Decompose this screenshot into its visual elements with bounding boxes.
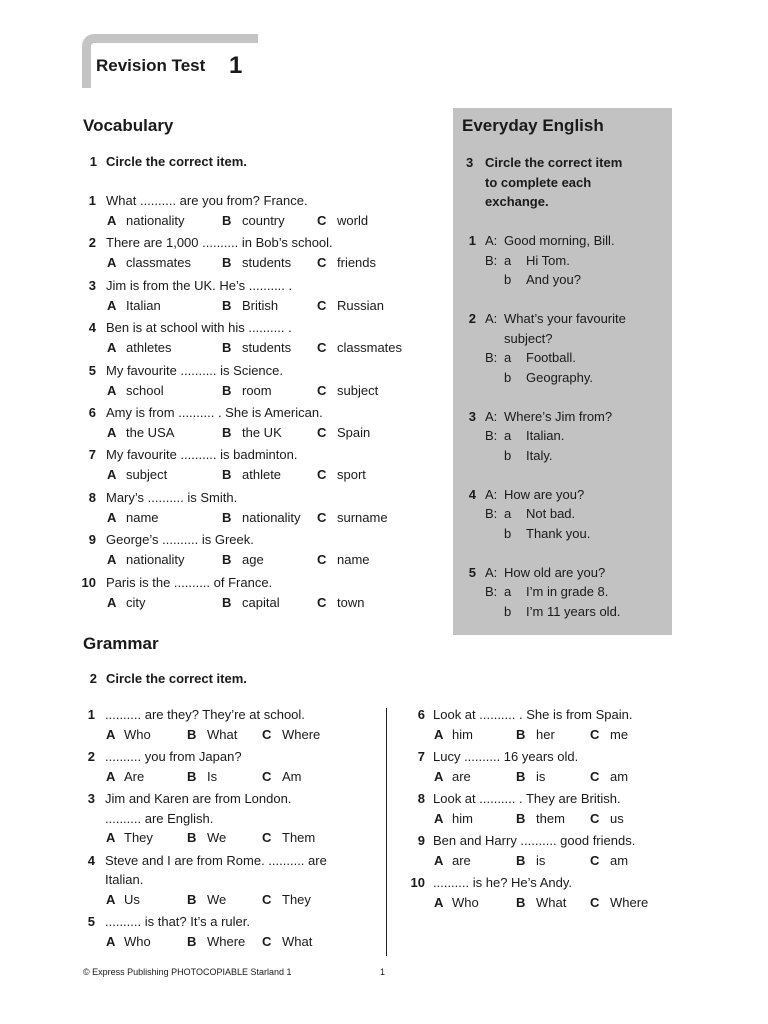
question-number: 2 — [87, 749, 95, 764]
option-c: am — [610, 768, 629, 784]
option-label-b: b — [504, 369, 512, 385]
option-c: me — [610, 726, 629, 742]
option-letter-b: B — [516, 726, 526, 742]
option-c: name — [337, 552, 370, 568]
option-label-a: a — [504, 350, 512, 365]
task-number: 2 — [89, 671, 97, 686]
option-c: us — [610, 810, 624, 826]
speaker-a-label: A: — [485, 233, 498, 248]
question-number: 8 — [417, 791, 425, 806]
option-letter-c: C — [262, 933, 272, 949]
option-letter-c: C — [317, 425, 327, 440]
task-instruction-line: Circle the correct item — [485, 155, 623, 170]
speaker-b-label: B: — [485, 350, 498, 365]
option-letter-a: A — [434, 810, 444, 826]
option-a: I’m in grade 8. — [526, 584, 609, 599]
option-c: subject — [337, 382, 379, 398]
option-letter-b: B — [516, 768, 526, 784]
option-b: Where — [207, 933, 246, 949]
option-a: athletes — [126, 340, 172, 356]
option-letter-a: A — [434, 726, 444, 742]
option-letter-a: A — [107, 509, 117, 525]
option-a: nationality — [126, 552, 185, 568]
speaker-b-label: B: — [485, 252, 498, 268]
option-letter-c: C — [317, 297, 327, 313]
question-text: .......... are they? They’re at school. — [105, 707, 305, 722]
question-text: Jim is from the UK. He’s .......... . — [106, 277, 293, 293]
option-a: name — [126, 509, 159, 525]
option-label-a: a — [504, 428, 512, 443]
option-b: her — [536, 726, 555, 742]
page-title-number: 1 — [229, 52, 243, 79]
footer-page-number: 1 — [380, 967, 386, 977]
question-number: 2 — [88, 235, 96, 251]
option-label-b: b — [504, 447, 512, 463]
question-text: .......... you from Japan? — [105, 749, 242, 764]
option-b: What — [207, 726, 238, 742]
grammar-heading: Grammar — [83, 634, 159, 653]
option-c: What — [282, 933, 313, 949]
question-number: 7 — [417, 749, 425, 764]
option-letter-a: A — [106, 933, 116, 949]
option-letter-c: C — [590, 894, 600, 910]
task-instruction-line: exchange. — [485, 194, 549, 209]
option-letter-c: C — [317, 340, 327, 356]
option-c: Am — [282, 768, 302, 784]
option-letter-b: B — [222, 425, 232, 440]
option-letter-c: C — [590, 726, 600, 742]
option-letter-a: A — [107, 467, 117, 483]
option-a: him — [452, 810, 473, 826]
option-a: Italian. — [526, 428, 565, 443]
question-text: .......... is he? He’s Andy. — [433, 875, 572, 890]
option-label-b: b — [504, 272, 512, 287]
option-b: country — [242, 213, 285, 228]
question-number: 3 — [87, 791, 95, 806]
option-letter-c: C — [262, 891, 272, 907]
question-number: 4 — [88, 320, 96, 336]
option-letter-a: A — [107, 255, 117, 271]
question-text: .......... are English. — [105, 810, 214, 826]
question-number: 9 — [88, 532, 96, 548]
option-c: Where — [282, 726, 321, 742]
option-letter-b: B — [187, 891, 197, 907]
everyday-task-number: 3 — [466, 155, 474, 170]
option-letter-b: B — [222, 509, 232, 525]
option-label-a: a — [504, 506, 512, 521]
option-a: Who — [124, 933, 151, 949]
option-b: Italy. — [526, 447, 553, 463]
speaker-b-label: B: — [485, 428, 498, 443]
speaker-a-line: Where’s Jim from? — [504, 408, 613, 424]
option-b: Thank you. — [526, 525, 591, 541]
question-number: 6 — [88, 405, 96, 420]
task-instruction: Circle the correct item. — [106, 154, 247, 169]
option-letter-b: B — [222, 594, 232, 610]
option-letter-c: C — [590, 768, 600, 784]
option-a: Football. — [526, 350, 576, 365]
exchange-number: 1 — [468, 233, 476, 248]
option-a: They — [124, 830, 153, 845]
question-number: 10 — [81, 574, 96, 590]
option-letter-a: A — [107, 552, 117, 568]
option-letter-a: A — [106, 891, 116, 907]
option-b: is — [536, 852, 546, 868]
question-number: 7 — [88, 447, 96, 463]
option-letter-c: C — [317, 552, 327, 568]
option-letter-c: C — [317, 509, 327, 525]
option-label-b: b — [504, 525, 512, 541]
option-letter-c: C — [317, 213, 327, 228]
question-text: Steve and I are from Rome. .......... are — [105, 852, 327, 868]
question-number: 9 — [417, 833, 425, 848]
option-letter-a: A — [106, 830, 116, 845]
option-letter-c: C — [317, 255, 327, 271]
question-number: 5 — [88, 362, 96, 378]
option-letter-b: B — [222, 552, 232, 568]
option-c: Where — [610, 894, 649, 910]
speaker-a-label: A: — [485, 564, 498, 580]
question-text: Italian. — [105, 872, 144, 887]
footer-copyright: © Express Publishing PHOTOCOPIABLE Starland 1 — [83, 967, 292, 977]
exchange-number: 3 — [468, 408, 476, 424]
option-a: Us — [124, 891, 140, 907]
option-a: Hi Tom. — [526, 252, 570, 268]
option-b: them — [536, 810, 565, 826]
option-letter-b: B — [516, 852, 526, 868]
exchange-number: 5 — [468, 564, 476, 580]
option-b: room — [242, 382, 272, 398]
option-letter-c: C — [317, 467, 327, 483]
option-letter-a: A — [107, 213, 117, 228]
speaker-a-line: subject? — [504, 330, 553, 346]
question-number: 4 — [87, 852, 95, 868]
exchange-number: 4 — [468, 486, 476, 502]
option-c: surname — [337, 509, 388, 525]
question-number: 3 — [88, 277, 96, 293]
option-letter-a: A — [106, 726, 116, 742]
question-text: George’s .......... is Greek. — [106, 532, 254, 548]
option-a: school — [126, 382, 164, 398]
option-letter-c: C — [262, 830, 272, 845]
option-letter-c: C — [262, 768, 272, 784]
question-text: Look at .......... . She is from Spain. — [433, 707, 633, 722]
option-a: Italian — [126, 297, 161, 313]
option-b: students — [242, 255, 292, 271]
question-text: My favourite .......... is badminton. — [106, 447, 298, 463]
speaker-a-label: A: — [485, 408, 498, 424]
option-c: Spain — [337, 425, 371, 440]
speaker-a-label: A: — [485, 311, 498, 326]
option-c: world — [337, 213, 369, 228]
option-b: Is — [207, 768, 218, 784]
option-label-a: a — [504, 252, 512, 268]
option-b: athlete — [242, 467, 282, 483]
option-a: are — [452, 852, 471, 868]
option-c: They — [282, 891, 311, 907]
question-text: Paris is the .......... of France. — [106, 574, 273, 590]
option-b: We — [207, 830, 227, 845]
question-text: My favourite .......... is Science. — [106, 362, 284, 378]
option-letter-a: A — [434, 852, 444, 868]
speaker-b-label: B: — [485, 506, 498, 521]
option-letter-c: C — [590, 810, 600, 826]
exchange-number: 2 — [468, 311, 476, 326]
task-number: 1 — [89, 154, 97, 169]
option-letter-a: A — [107, 382, 117, 398]
option-letter-b: B — [516, 894, 526, 910]
option-letter-a: A — [107, 297, 117, 313]
option-b: And you? — [526, 272, 581, 287]
question-number: 5 — [87, 914, 95, 929]
vocabulary-heading: Vocabulary — [83, 116, 174, 135]
speaker-a-line: How are you? — [504, 486, 585, 502]
option-b: Geography. — [526, 369, 593, 385]
option-c: friends — [337, 255, 377, 271]
speaker-a-line: What’s your favourite — [504, 311, 626, 326]
option-letter-b: B — [187, 768, 197, 784]
question-text: Ben is at school with his .......... . — [106, 320, 292, 336]
option-letter-c: C — [262, 726, 272, 742]
question-number: 1 — [87, 707, 95, 722]
question-text: Look at .......... . They are British. — [433, 791, 621, 806]
question-number: 1 — [88, 193, 96, 208]
question-number: 6 — [417, 707, 425, 722]
option-letter-b: B — [516, 810, 526, 826]
question-text: There are 1,000 .......... in Bob’s school. — [106, 235, 333, 251]
option-b: nationality — [242, 509, 301, 525]
speaker-b-label: B: — [485, 584, 498, 599]
option-letter-c: C — [317, 594, 327, 610]
option-b: capital — [242, 594, 280, 610]
option-b: is — [536, 768, 546, 784]
option-letter-b: B — [222, 297, 232, 313]
option-letter-b: B — [187, 726, 197, 742]
option-a: the USA — [126, 425, 175, 440]
option-letter-b: B — [222, 382, 232, 398]
option-c: am — [610, 852, 629, 868]
option-a: subject — [126, 467, 168, 483]
option-letter-a: A — [107, 425, 117, 440]
question-number: 10 — [410, 875, 425, 890]
option-a: Not bad. — [526, 506, 576, 521]
option-c: Them — [282, 830, 316, 845]
option-a: Who — [452, 894, 479, 910]
option-letter-b: B — [222, 213, 232, 228]
speaker-a-line: How old are you? — [504, 564, 606, 580]
option-letter-a: A — [107, 594, 117, 610]
option-label-a: a — [504, 584, 512, 599]
speaker-a-line: Good morning, Bill. — [504, 233, 615, 248]
question-text: .......... is that? It’s a ruler. — [105, 914, 250, 929]
option-letter-a: A — [106, 768, 116, 784]
question-text: Amy is from .......... . She is American. — [106, 405, 323, 420]
option-letter-b: B — [187, 830, 197, 845]
option-letter-b: B — [222, 340, 232, 356]
option-letter-b: B — [222, 467, 232, 483]
option-a: Are — [124, 768, 145, 784]
question-text: Lucy .......... 16 years old. — [433, 749, 579, 764]
option-a: nationality — [126, 213, 185, 228]
option-a: are — [452, 768, 471, 784]
option-b: age — [242, 552, 264, 568]
option-letter-b: B — [222, 255, 232, 271]
column-divider — [386, 708, 387, 956]
task-instruction-line: to complete each — [485, 174, 592, 190]
question-text: Jim and Karen are from London. — [105, 791, 292, 806]
option-letter-b: B — [187, 933, 197, 949]
option-c: sport — [337, 467, 366, 483]
question-text: Ben and Harry .......... good friends. — [433, 833, 636, 848]
option-b: students — [242, 340, 292, 356]
everyday-english-heading: Everyday English — [462, 116, 604, 135]
option-b: British — [242, 297, 279, 313]
option-a: Who — [124, 726, 151, 742]
task-instruction: Circle the correct item. — [106, 671, 247, 686]
option-letter-a: A — [434, 768, 444, 784]
option-a: city — [126, 594, 146, 610]
option-c: town — [337, 594, 365, 610]
option-b: the UK — [242, 425, 282, 440]
page-title: Revision Test — [96, 56, 206, 75]
option-b: We — [207, 891, 227, 907]
option-label-b: b — [504, 603, 512, 619]
option-letter-c: C — [317, 382, 327, 398]
option-letter-c: C — [590, 852, 600, 868]
option-a: classmates — [126, 255, 192, 271]
option-letter-a: A — [107, 340, 117, 356]
option-c: Russian — [337, 297, 384, 313]
question-number: 8 — [88, 489, 96, 505]
question-text: What .......... are you from? France. — [106, 193, 308, 208]
question-text: Mary’s .......... is Smith. — [106, 489, 238, 505]
option-letter-a: A — [434, 894, 444, 910]
speaker-a-label: A: — [485, 486, 498, 502]
option-b: What — [536, 894, 567, 910]
option-c: classmates — [337, 340, 403, 356]
option-b: I’m 11 years old. — [526, 603, 621, 619]
option-a: him — [452, 726, 473, 742]
